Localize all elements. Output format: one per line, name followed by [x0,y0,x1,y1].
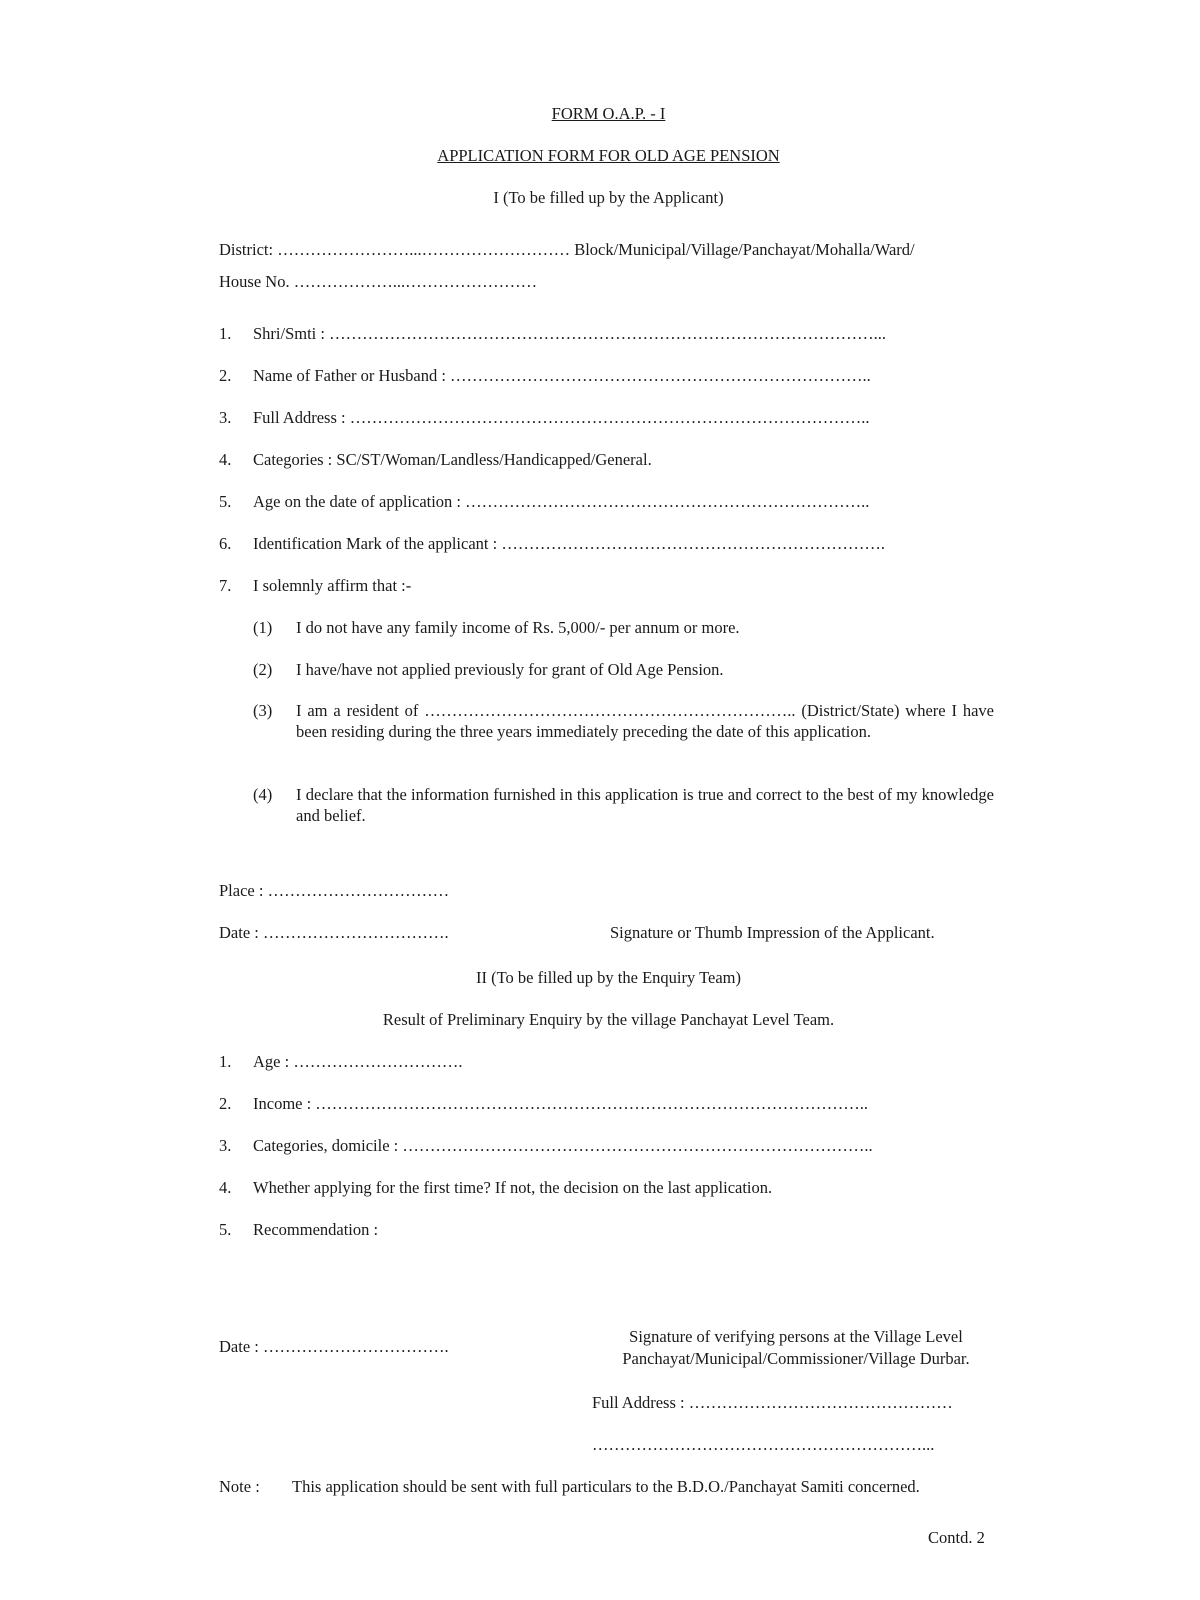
affirmation-number: (3) [253,701,273,720]
affirmation-text: I am a resident of ………………………………………………………….. (District/State) where I have been residing during the three years immediately preceding the date of this application. [296,701,994,742]
verifier-address-continuation: ……………………………………………………... [592,1435,935,1454]
enquiry-age-field: Age : …………………………. [253,1052,463,1071]
affirmation-number: (4) [253,785,273,804]
affirmation-text: I declare that the information furnished in this application is true and correct to the best of my knowledge and belief. [296,785,994,826]
continued-marker: Contd. 2 [928,1528,985,1547]
verifier-signature-label [590,1326,1002,1371]
affirmation-number: (1) [253,618,273,637]
item-number: 4. [219,1178,232,1197]
item-number: 5. [219,1220,232,1239]
enquiry-recommendation-field: Recommendation : [253,1220,379,1239]
form-number: FORM O.A.P. - I [551,104,666,123]
enquiry-first-time-field: Whether applying for the first time? If not, the decision on the last application. [253,1178,773,1197]
item-number: 2. [219,1094,232,1113]
part1-heading: I (To be filled up by the Applicant) [493,188,724,207]
item-number: 7. [219,576,232,595]
item-number: 4. [219,450,232,469]
applicant-signature-label: Signature or Thumb Impression of the Applicant. [610,923,935,942]
item-number: 3. [219,1136,232,1155]
full-address-field: Full Address : ………………………………………………………………………………….. [253,408,870,427]
place-field: Place : …………………………… [219,881,450,900]
enquiry-income-field: Income : ……………………………………………………………………………………….. [253,1094,869,1113]
item-number: 6. [219,534,232,553]
note-label: Note : [219,1477,260,1496]
part2-subheading: Result of Preliminary Enquiry by the village Panchayat Level Team. [382,1010,835,1029]
item-number: 2. [219,366,232,385]
enquiry-domicile-field: Categories, domicile : ………………………………………………………………………….. [253,1136,873,1155]
affirmation-text: I do not have any family income of Rs. 5,000/- per annum or more. [296,618,740,637]
verifier-address-field: Full Address : ………………………………………… [592,1393,953,1412]
item-number: 3. [219,408,232,427]
house-number-field: House No. ………………...…………………… [219,272,538,291]
verifier-signature-line2: Panchayat/Municipal/Commissioner/Village Durbar. [622,1349,970,1369]
note-text: This application should be sent with full particulars to the B.D.O./Panchayat Samiti concerned. [292,1477,920,1496]
part2-heading: II (To be filled up by the Enquiry Team) [476,968,741,987]
item-number: 1. [219,324,232,343]
name-field: Shri/Smti : ………………………………………………………………………………………... [253,324,886,343]
verification-date-field: Date : ……………………………. [219,1337,449,1356]
district-field: District: ……………………...……………………… Block/Municipal/Village/Panchayat/Mohalla/Ward/ [219,240,915,259]
affirmation-text: I have/have not applied previously for grant of Old Age Pension. [296,660,724,679]
form-title: APPLICATION FORM FOR OLD AGE PENSION [437,146,780,165]
item-number: 1. [219,1052,232,1071]
categories-field: Categories : SC/ST/Woman/Landless/Handicapped/General. [253,450,652,469]
father-husband-field: Name of Father or Husband : ………………………………………………………………….. [253,366,871,385]
age-field: Age on the date of application : ……………………………………………………………….. [253,492,870,511]
affirmation-intro: I solemnly affirm that :- [253,576,412,595]
affirmation-number: (2) [253,660,273,679]
identification-mark-field: Identification Mark of the applicant : ……………………………………………………………. [253,534,885,553]
item-number: 5. [219,492,232,511]
verifier-signature-line1: Signature of verifying persons at the Village Level [629,1327,963,1346]
applicant-date-field: Date : ……………………………. [219,923,449,942]
